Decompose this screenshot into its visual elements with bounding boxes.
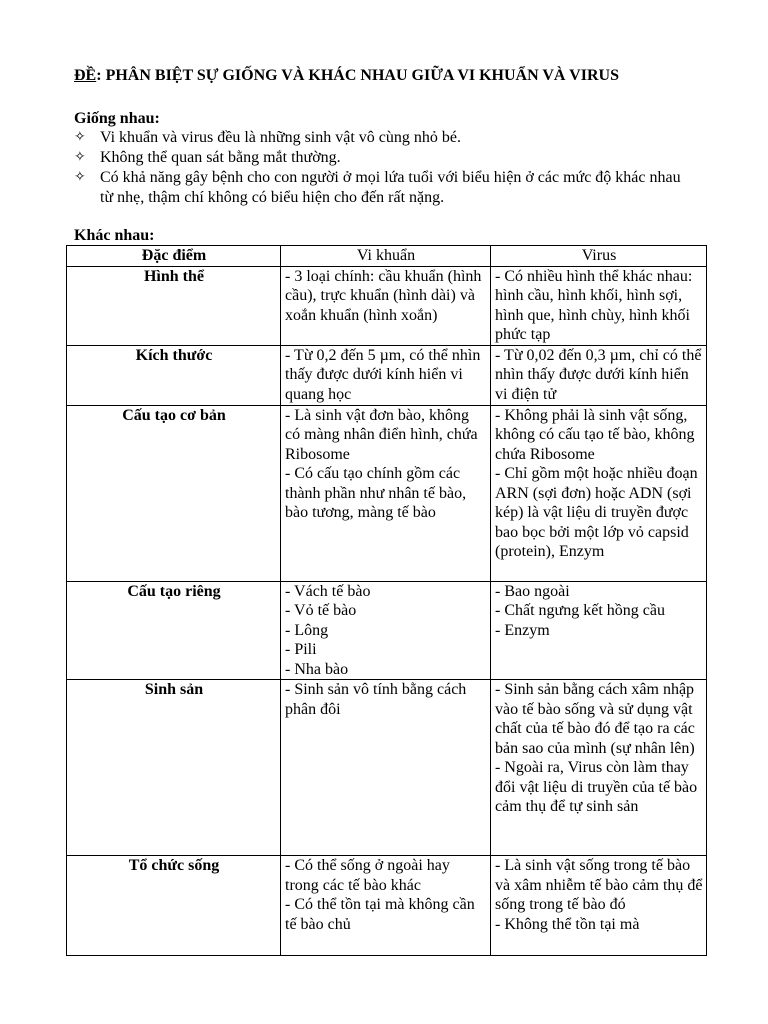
diamond-star-icon: ✧ (74, 130, 86, 145)
diamond-star-icon: ✧ (74, 150, 86, 165)
virus-cell (491, 345, 707, 405)
bacteria-text: - Nha bào (285, 660, 349, 678)
virus-text: - Chỉ gồm một hoặc nhiều đoạn ARN (sợi đơn) hoặc ADN (sợi kép) là vật liệu di truyền được bao bọc bởi một lớp vỏ capsid (protein), Enzym (495, 465, 698, 560)
virus-text: - Không phải là sinh vật sống, không có cấu tạo tế bào, không chứa Ribosome (495, 406, 695, 463)
similar-heading: Giống nhau: (74, 110, 160, 127)
bacteria-text: - Có cấu tạo chính gồm các thành phần như nhân tế bào, bào tương, màng tế bào (285, 465, 467, 521)
bacteria-text: - Có thể sống ở ngoài hay trong các tế bào khác (285, 857, 450, 894)
bacteria-text: - Là sinh vật đơn bào, không có màng nhân điển hình, chứa Ribosome (285, 406, 478, 463)
bacteria-text: - Có thể tồn tại mà không cần tế bào chủ (285, 896, 475, 933)
page-title (74, 67, 619, 85)
table-row (67, 266, 707, 345)
bacteria-text: - Lông (285, 621, 329, 639)
feature-cell: Cấu tạo cơ bản (67, 405, 281, 581)
similar-item-text: Vi khuẩn và virus đều là những sinh vật vô cùng nhỏ bé. (100, 129, 461, 146)
bacteria-cell (281, 266, 491, 345)
similar-list (74, 128, 694, 208)
virus-text: - Từ 0,02 đến 0,3 µm, chỉ có thể nhìn thấy được dưới kính hiển vi điện tử (495, 346, 702, 403)
similar-item (74, 128, 694, 148)
similar-item (74, 148, 694, 168)
virus-cell (491, 266, 707, 345)
bacteria-text: - Pili (285, 641, 317, 658)
bacteria-text: - Vỏ tế bào (285, 602, 357, 619)
bacteria-cell (281, 581, 491, 680)
different-heading: Khác nhau: (74, 227, 155, 244)
virus-text: - Không thể tồn tại mà (495, 915, 640, 933)
virus-text: - Là sinh vật sống trong tế bào và xâm nhiễm tế bào cảm thụ để sống trong tế bào đó (495, 857, 703, 913)
column-header-bacteria: Vi khuẩn (281, 246, 491, 267)
comparison-table (66, 245, 707, 956)
column-header-virus: Virus (491, 246, 707, 267)
virus-text: - Chất ngưng kết hồng cầu (495, 602, 665, 619)
title-prefix: ĐỀ (74, 67, 97, 84)
similar-item-text: Không thể quan sát bằng mắt thường. (100, 149, 341, 166)
virus-cell (491, 680, 707, 856)
feature-cell: Kích thước (67, 345, 281, 405)
table-row (67, 581, 707, 680)
feature-cell: Hình thể (67, 266, 281, 345)
bacteria-cell (281, 680, 491, 856)
feature-cell: Tổ chức sống (67, 856, 281, 956)
table-row (67, 345, 707, 405)
table-row (67, 405, 707, 581)
title-text: : PHÂN BIỆT SỰ GIỐNG VÀ KHÁC NHAU GIỮA VI KHUẨN VÀ VIRUS (96, 67, 619, 84)
similar-item (74, 168, 694, 208)
bacteria-cell (281, 405, 491, 581)
virus-text: - Sinh sản bằng cách xâm nhập vào tế bào sống và sử dụng vật chất của tế bào đó để tạo ra các bản sao của mình (sự nhân lên) (495, 681, 695, 757)
column-header-feature: Đặc điểm (67, 246, 281, 267)
virus-text: - Ngoài ra, Virus còn làm thay đổi vật liệu di truyền của tế bào cảm thụ để tự sinh sản (495, 759, 698, 815)
bacteria-text: - 3 loại chính: cầu khuẩn (hình cầu), trực khuẩn (hình dài) và xoắn khuẩn (hình xoắn) (285, 267, 482, 324)
table-row (67, 856, 707, 956)
virus-text: - Có nhiều hình thể khác nhau: hình cầu, hình khối, hình sợi, hình que, hình chùy, hình khối phức tạp (495, 267, 693, 343)
bacteria-text: - Vách tế bào (285, 582, 371, 600)
feature-cell: Cấu tạo riêng (67, 581, 281, 680)
virus-cell (491, 856, 707, 956)
table-header-row (67, 246, 707, 267)
table-row (67, 680, 707, 856)
virus-cell (491, 405, 707, 581)
virus-text: - Bao ngoài (495, 582, 570, 600)
diamond-star-icon: ✧ (74, 170, 86, 185)
bacteria-text: - Sinh sản vô tính bằng cách phân đôi (285, 681, 467, 718)
similar-item-text: Có khả năng gây bệnh cho con người ở mọi lứa tuổi với biểu hiện ở các mức độ khác nhau từ nhẹ, thậm chí không có biểu hiện cho đến rất nặng. (100, 169, 681, 206)
virus-text: - Enzym (495, 621, 550, 639)
virus-cell (491, 581, 707, 680)
bacteria-cell (281, 345, 491, 405)
bacteria-cell (281, 856, 491, 956)
feature-cell: Sinh sản (67, 680, 281, 856)
bacteria-text: - Từ 0,2 đến 5 µm, có thể nhìn thấy được dưới kính hiển vi quang học (285, 346, 481, 403)
